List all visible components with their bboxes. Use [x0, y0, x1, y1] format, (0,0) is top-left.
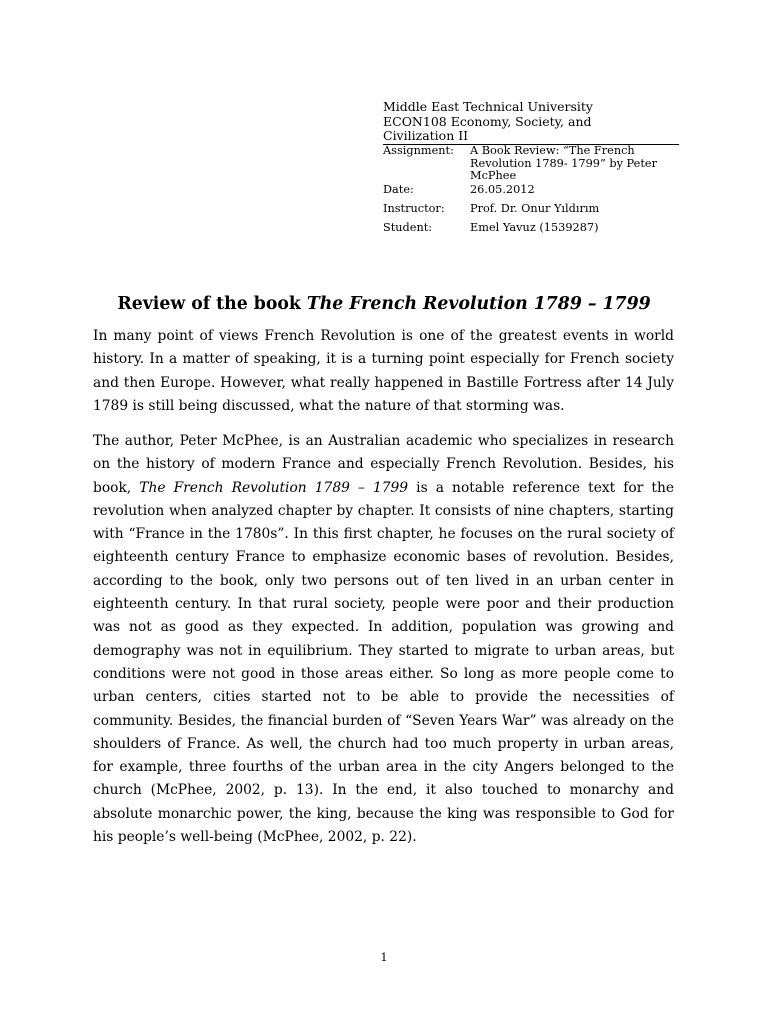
page-number: 1	[380, 951, 388, 964]
paragraph-book-title: The French Revolution 1789 – 1799	[139, 479, 409, 496]
institution-name: Middle East Technical University	[383, 99, 593, 114]
student-label: Student:	[383, 221, 433, 234]
title-book: The French Revolution 1789 – 1799	[306, 294, 651, 314]
course-name: ECON108 Economy, Society, and	[383, 113, 592, 129]
student-value: Emel Yavuz (1539287)	[470, 221, 599, 234]
paragraph-intro: In many point of views French Revolution is one of the greatest events in world history. In a matter of speaking, it is a turning point especially for French society and then Europe. However, what really happened in Bastille Fortress after 14 July 1789 is still being discussed, what the nature of that storming was.	[93, 328, 674, 414]
paragraph-author-start: The author, Peter McPhee, is an Australian academic who specializes in research on the history of modern France and especially French Revolution. Besides, his book,	[93, 433, 674, 496]
instructor-label: Instructor:	[383, 202, 445, 215]
assignment-value: A Book Review: “The French Revolution 1789- 1799” by Peter McPhee	[470, 144, 657, 182]
date-label: Date:	[383, 183, 414, 196]
assignment-label: Assignment:	[383, 144, 454, 157]
course-name-cont: Civilization II	[383, 128, 469, 143]
title-prefix: Review of the book	[117, 294, 307, 314]
document-title	[0, 291, 768, 317]
instructor-value: Prof. Dr. Onur Yıldırım	[470, 202, 600, 215]
paragraph-author-rest: is a notable reference text for the revolution when analyzed chapter by chapter. It consists of nine chapters, starting with “France in the 1780s”. In this first chapter, he focuses on the rural society of eighteenth century France to emphasize economic bases of revolution. Besides, according to the book, only two persons out of ten lived in an urban center in eighteenth century. In that rural society, people were poor and their production was not as good as they expected. In addition, population was growing and demography was not in equilibrium. They started to migrate to urban areas, but conditions were not good in those areas either. So long as more people come to urban centers, cities started not to be able to provide the necessities of community. Besides, the financial burden of “Seven Years War” was already on the shoulders of France. As well, the church had too much property in urban areas, for example, three fourths of the urban area in the city Angers belonged to the church (McPhee, 2002, p. 13). In the end, it also touched to monarchy and absolute monarchic power, the king, because the king was responsible to God for his people’s well-being (McPhee, 2002, p. 22).	[93, 479, 674, 846]
paragraph-author	[93, 430, 674, 849]
institution-block	[383, 100, 679, 144]
date-value: 26.05.2012	[470, 183, 535, 196]
